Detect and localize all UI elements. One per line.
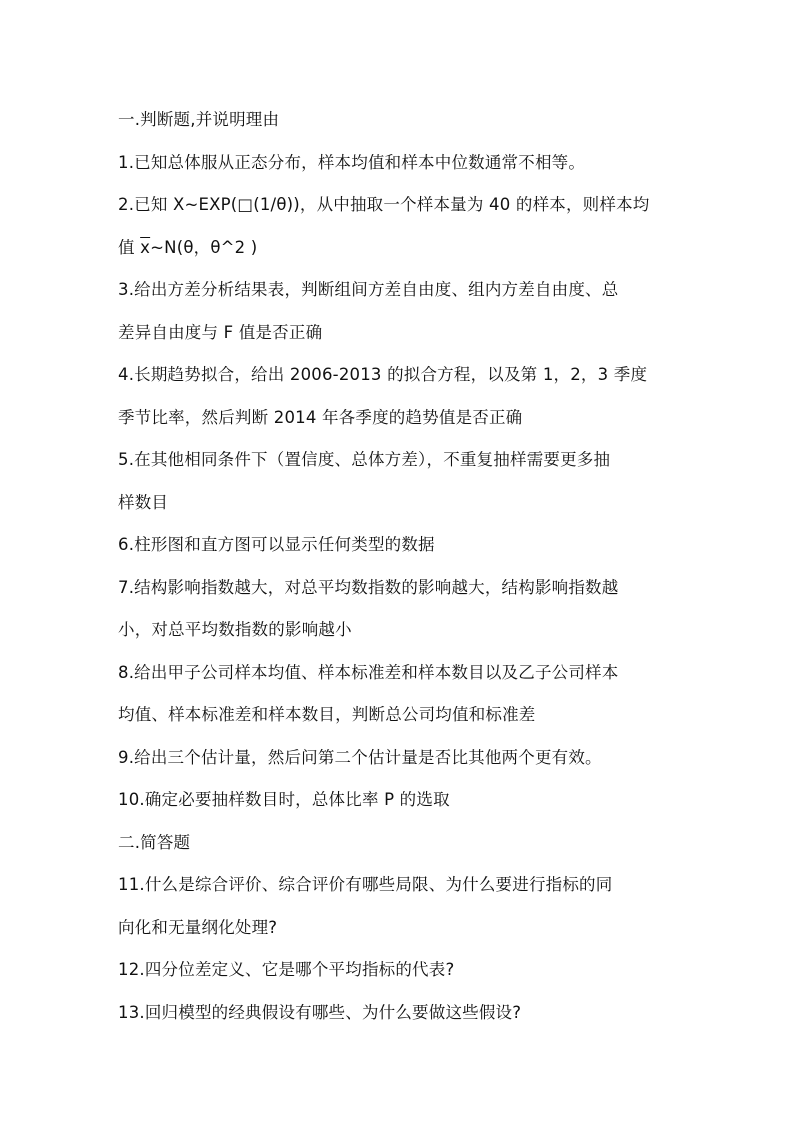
question-5: 5.在其他相同条件下（置信度、总体方差），不重复抽样需要更多抽 bbox=[118, 450, 611, 469]
q2-prefix: 值 bbox=[118, 237, 141, 257]
question-7: 7.结构影响指数越大，对总平均数指数的影响越大，结构影响指数越 bbox=[118, 577, 619, 597]
question-4: 4.长期趋势拟合，给出 2006-2013 的拟合方程，以及第 1，2，3 季度 bbox=[118, 365, 648, 384]
section-heading-short-answer: 二.简答题 bbox=[118, 832, 191, 852]
question-6: 6.柱形图和直方图可以显示任何类型的数据 bbox=[118, 535, 435, 554]
question-3: 3.给出方差分析结果表，判断组间方差自由度、组内方差自由度、总 bbox=[118, 280, 619, 299]
question-7-continued: 小，对总平均数指数的影响越小 bbox=[118, 620, 352, 639]
document-body bbox=[118, 99, 688, 1034]
sample-mean-symbol: $\overline{x}$ bbox=[140, 237, 151, 257]
question-11-continued: 向化和无量纲化处理? bbox=[118, 917, 278, 937]
question-13: 13.回归模型的经典假设有哪些、为什么要做这些假设? bbox=[118, 1002, 522, 1022]
question-10: 10.确定必要抽样数目时，总体比率 P 的选取 bbox=[118, 790, 450, 809]
question-8-continued: 均值、样本标准差和样本数目，判断总公司均值和标准差 bbox=[118, 705, 536, 724]
question-2: 2.已知 X~EXP(□(1/θ))，从中抽取一个样本量为 40 的样本，则样本均 bbox=[118, 195, 650, 214]
question-9: 9.给出三个估计量，然后问第二个估计量是否比其他两个更有效。 bbox=[118, 747, 602, 767]
question-5-continued: 样数目 bbox=[118, 492, 169, 512]
q2-suffix: ~N(θ，θ^2 ) bbox=[150, 237, 258, 257]
question-2-continued bbox=[118, 227, 688, 270]
question-11: 11.什么是综合评价、综合评价有哪些局限、为什么要进行指标的同 bbox=[118, 875, 613, 894]
question-3-continued: 差异自由度与 F 值是否正确 bbox=[118, 322, 323, 342]
question-4-continued: 季节比率，然后判断 2014 年各季度的趋势值是否正确 bbox=[118, 407, 523, 427]
question-8: 8.给出甲子公司样本均值、样本标准差和样本数目以及乙子公司样本 bbox=[118, 662, 619, 682]
question-1: 1.已知总体服从正态分布，样本均值和样本中位数通常不相等。 bbox=[118, 152, 586, 172]
question-12: 12.四分位差定义、它是哪个平均指标的代表? bbox=[118, 960, 455, 979]
section-heading-judgment: 一.判断题,并说明理由 bbox=[118, 110, 280, 129]
